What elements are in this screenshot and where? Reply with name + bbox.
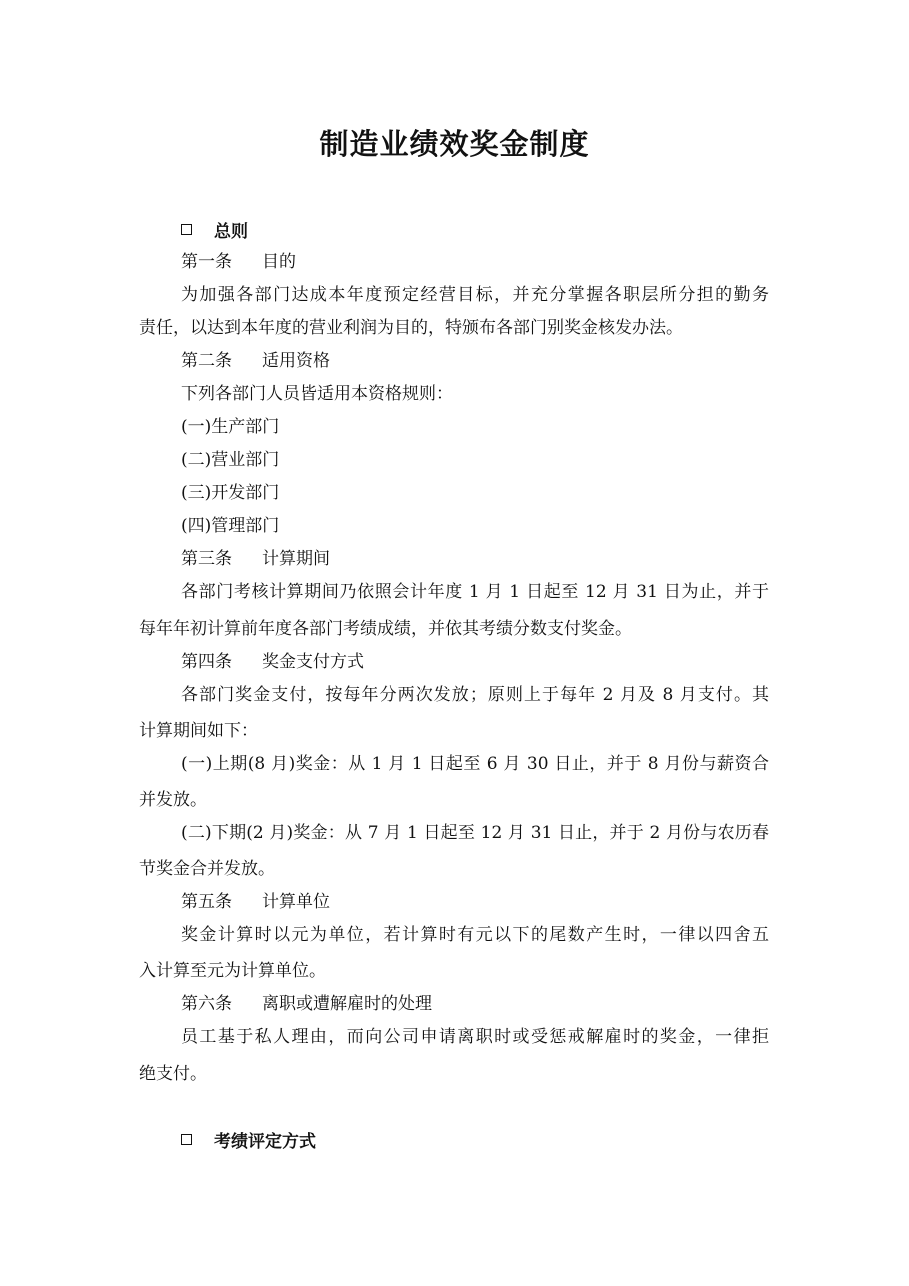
article-number: 第四条 (181, 652, 232, 672)
section-heading-label: 考绩评定方式 (214, 1131, 316, 1152)
paragraph-line: 为加强各部门达成本年度预定经营目标，并充分掌握各职层所分担的勤务 (181, 285, 769, 305)
article-heading-3 (181, 548, 330, 570)
paragraph-line: 计算期间如下： (139, 721, 258, 741)
article-title: 目的 (262, 252, 296, 272)
paragraph-line: 员工基于私人理由，而向公司申请离职时或受惩戒解雇时的奖金，一律拒 (181, 1027, 769, 1047)
checkbox-square-icon (181, 224, 192, 235)
article-title: 计算单位 (262, 892, 330, 912)
article-number: 第六条 (181, 994, 232, 1014)
paragraph-line: 各部门奖金支付，按每年分两次发放；原则上于每年 2 月及 8 月支付。其 (181, 685, 769, 705)
article-heading-6 (181, 993, 432, 1015)
paragraph-line: 绝支付。 (139, 1064, 207, 1084)
article-title: 计算期间 (262, 549, 330, 569)
article-number: 第二条 (181, 351, 232, 371)
paragraph-line: 奖金计算时以元为单位，若计算时有元以下的尾数产生时，一律以四舍五 (181, 925, 769, 945)
section-heading-label: 总则 (214, 221, 248, 242)
list-item: (一)生产部门 (181, 417, 280, 437)
article-title: 奖金支付方式 (262, 652, 364, 672)
paragraph-line: 各部门考核计算期间乃依照会计年度 1 月 1 日起至 12 月 31 日为止，并于 (181, 582, 769, 602)
list-item: (三)开发部门 (181, 483, 280, 503)
paragraph-line: 每年年初计算前年度各部门考绩成绩，并依其考绩分数支付奖金。 (139, 619, 632, 639)
paragraph-line: 并发放。 (139, 790, 207, 810)
list-item: (四)管理部门 (181, 516, 280, 536)
article-heading-2 (181, 350, 330, 372)
paragraph-line: 下列各部门人员皆适用本资格规则： (181, 384, 453, 404)
article-number: 第一条 (181, 252, 232, 272)
section-heading-evaluation (181, 1128, 316, 1150)
article-heading-1 (181, 251, 296, 273)
section-heading-general (181, 218, 248, 240)
article-heading-4 (181, 651, 364, 673)
checkbox-square-icon (181, 1134, 192, 1145)
paragraph-line: 节奖金合并发放。 (139, 859, 275, 879)
paragraph-line: (二)下期(2 月)奖金：从 7 月 1 日起至 12 月 31 日止，并于 2 月份与农历春 (181, 823, 769, 843)
article-number: 第五条 (181, 892, 232, 912)
paragraph-line: 入计算至元为计算单位。 (139, 961, 326, 981)
article-title: 离职或遭解雇时的处理 (262, 994, 432, 1014)
article-number: 第三条 (181, 549, 232, 569)
article-title: 适用资格 (262, 351, 330, 371)
article-heading-5 (181, 891, 330, 913)
document-title: 制造业绩效奖金制度 (319, 127, 590, 161)
list-item: (二)营业部门 (181, 450, 280, 470)
paragraph-line: (一)上期(8 月)奖金：从 1 月 1 日起至 6 月 30 日止，并于 8 月份与薪资合 (181, 754, 769, 774)
paragraph-line: 责任，以达到本年度的营业利润为目的，特颁布各部门别奖金核发办法。 (139, 318, 683, 338)
